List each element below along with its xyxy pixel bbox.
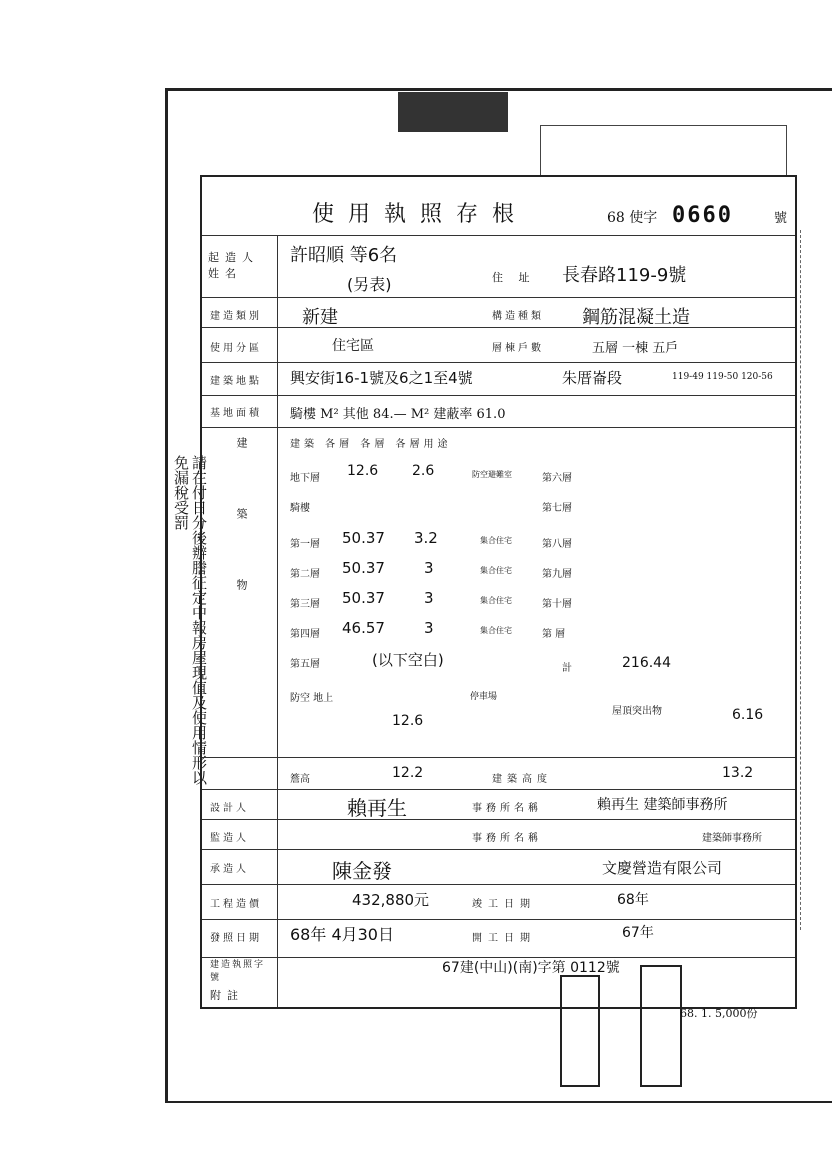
cost-label: 工程造價 [210,899,262,910]
shelter-value: 12.6 [392,713,424,729]
applicant-value: 許昭順 等6名 [290,245,398,266]
location-label: 建築地點 [210,376,262,387]
license-prefix: 68 使字 [607,210,658,226]
start-value: 67年 [622,925,654,941]
floor-use-5: 集合住宅 [480,626,512,635]
total-value: 216.44 [622,655,671,671]
floor-name-4: 第三層 [290,599,320,610]
supervisor-label: 監造人 [210,833,249,844]
category-value: 新建 [302,307,338,328]
right-floor-4: 第十層 [542,599,572,610]
supervisor-office: 建築師事務所 [702,833,762,844]
contractor-name: 陳金發 [332,859,392,883]
floor-use-0: 防空避難室 [472,470,512,479]
floor-height-5: 3 [424,619,434,637]
structure-value: 鋼筋混凝土造 [582,307,690,328]
license-number: 0660 [672,203,733,228]
floor-use-4: 集合住宅 [480,596,512,605]
use-value: 住宅區 [332,338,374,354]
floor-name-0: 地下層 [290,473,320,484]
remark-label: 附註 [210,989,244,1002]
lot-numbers: 119-49 119-50 120-56 [672,372,773,382]
permit-label: 建造執照字號 [210,960,266,983]
floor-area-3: 50.37 [342,559,385,577]
designer-office: 賴再生 建築師事務所 [597,797,728,813]
address-value: 長春路119-9號 [562,265,687,286]
floor-area-6: (以下空白) [372,651,444,669]
floor-use-2: 集合住宅 [480,536,512,545]
right-margin-marks [800,230,826,930]
bheight-value: 13.2 [722,765,754,781]
floor-name-1: 騎樓 [290,503,310,514]
eave-label: 簷高 [290,774,310,785]
designer-label: 設計人 [210,803,249,814]
floor-name-3: 第二層 [290,569,320,580]
print-number: 68. 1. 5,000份 [680,1007,758,1020]
floor-name-2: 第一層 [290,539,320,550]
applicant-note: (另表) [347,275,392,294]
floors-label: 層棟戶數 [492,343,544,354]
complete-value: 68年 [617,892,649,908]
total-label: 計 [562,663,572,674]
category-label: 建造類別 [210,311,262,322]
floor-height-4: 3 [424,589,434,607]
permit-value: 67建(中山)(南)字第 0112號 [442,960,620,976]
location-value: 興安街16-1號及6之1至4號 [290,369,473,387]
site-area-label: 基地面積 [210,408,262,419]
floor-name-5: 第四層 [290,629,320,640]
right-floor-1: 第七層 [542,503,572,514]
right-floor-5: 第 層 [542,629,566,640]
roof-label: 屋頂突出物 [612,706,662,717]
right-floor-0: 第六層 [542,473,572,484]
cost-value: 432,880元 [352,891,430,909]
floor-height-2: 3.2 [414,529,438,547]
complete-label: 竣工日期 [472,899,536,910]
start-label: 開工日期 [472,933,536,944]
shelter-label: 防空 地上 [290,693,334,704]
contractor-company: 文慶營造有限公司 [602,859,723,877]
floor-header: 建築 各層 各層 各層用途 [290,439,452,450]
designer-name: 賴再生 [347,796,407,820]
floor-height-0: 2.6 [412,463,435,479]
floor-area-4: 50.37 [342,589,385,607]
license-suffix: 號 [774,211,788,226]
structure-label: 構造種類 [492,311,544,322]
build-label: 建築物 [235,437,248,650]
eave-value: 12.2 [392,765,424,781]
designer-office-label: 事務所名稱 [472,803,542,814]
bottom-stamp-2 [640,965,682,1087]
roof-value: 6.16 [732,707,764,723]
lot-value: 朱厝崙段 [562,369,623,387]
parking-label: 停車場 [470,692,498,702]
use-label: 使用分區 [210,343,262,354]
issue-label: 發照日期 [210,933,262,944]
side-note: 請在付日分後辦謄征定中報房屋現值及使用情形以免漏稅受罰 [172,455,208,785]
floor-height-3: 3 [424,559,434,577]
site-area-value: 騎樓 M² 其他 84.— M² 建蔽率 61.0 [290,407,506,422]
bottom-stamp-1 [560,975,600,1087]
contractor-label: 承造人 [210,864,249,875]
floor-area-5: 46.57 [342,619,385,637]
applicant-label: 起造人姓名 [208,251,259,280]
top-stamp [398,92,508,132]
form-title: 使用執照存根 [312,202,529,227]
supervisor-office-label: 事務所名稱 [472,833,542,844]
right-floor-3: 第九層 [542,569,572,580]
bheight-label: 建築高度 [492,774,552,785]
floor-name-6: 第五層 [290,659,320,670]
diagonal-stamp [540,125,787,177]
license-form [200,175,797,1009]
right-floor-2: 第八層 [542,539,572,550]
address-label: 住 址 [492,271,536,284]
issue-value: 68年 4月30日 [290,925,394,944]
floors-value: 五層 一棟 五戶 [592,341,679,356]
floor-area-2: 50.37 [342,529,385,547]
floor-area-0: 12.6 [347,463,379,479]
floor-use-3: 集合住宅 [480,566,512,575]
